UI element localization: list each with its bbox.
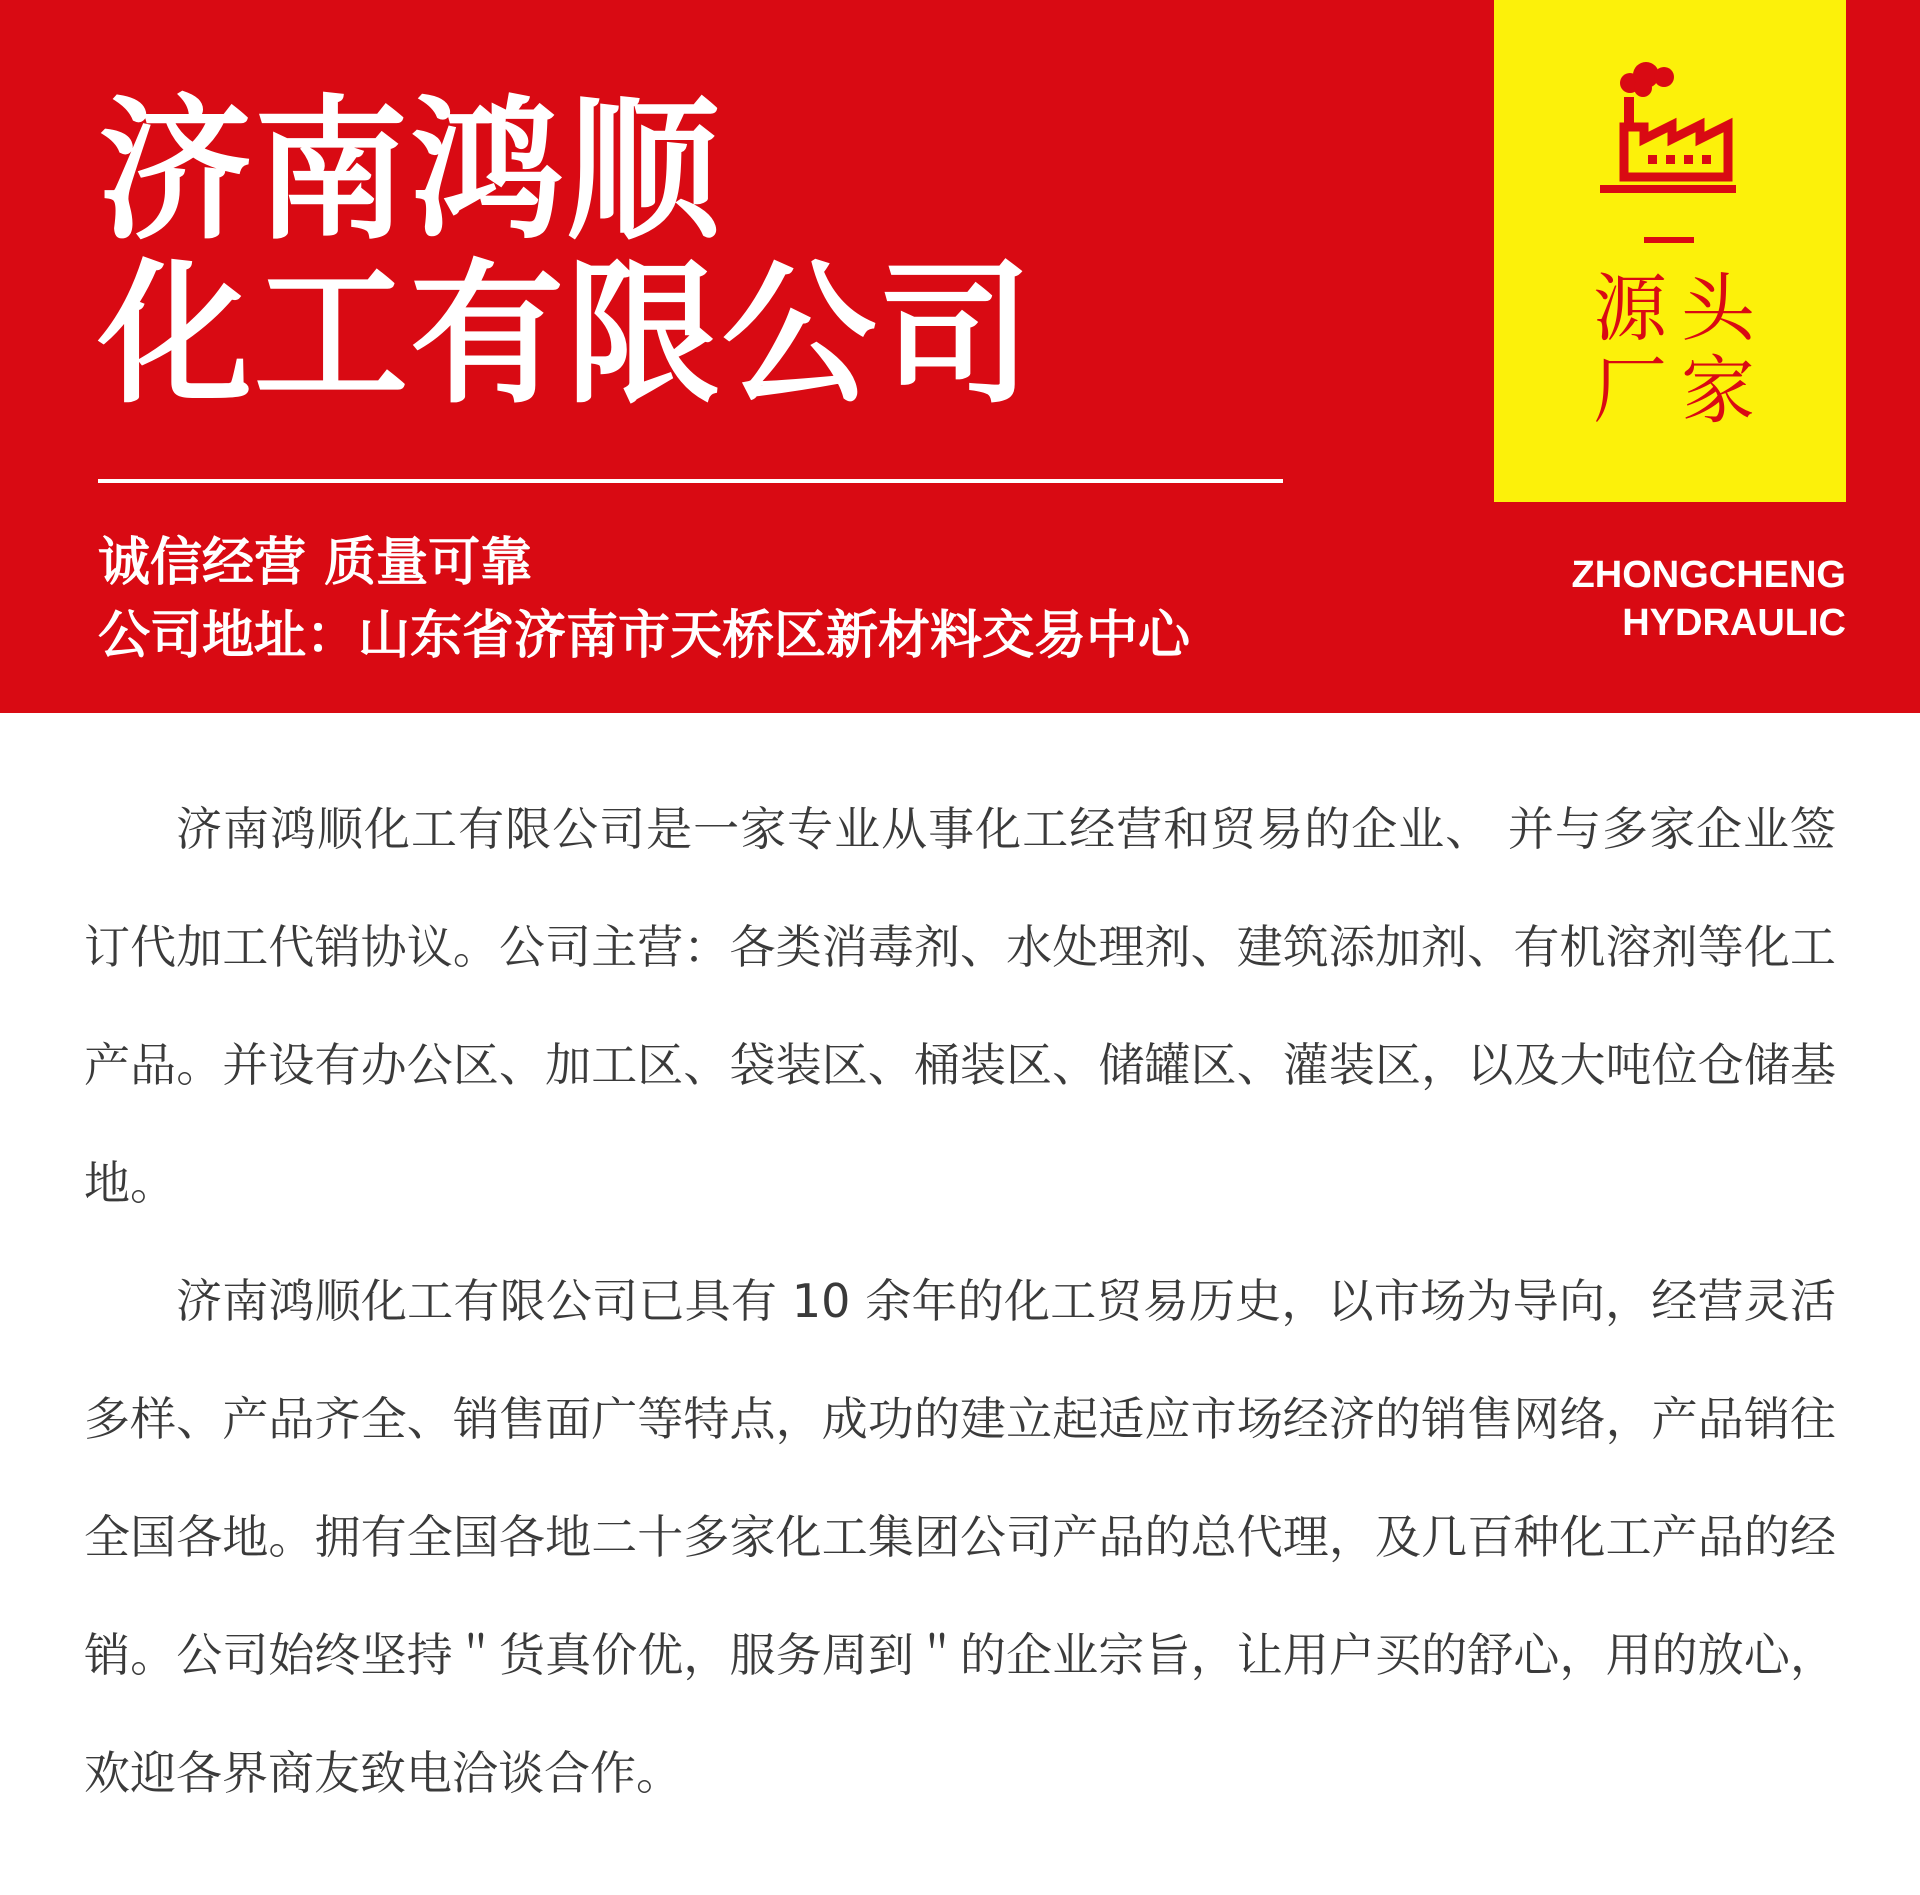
company-address: 公司地址：山东省济南市天桥区新材料交易中心 (98, 606, 1191, 666)
slogan: 诚信经营 质量可靠 (98, 533, 533, 593)
badge-dash (1644, 237, 1694, 243)
intro-paragraph-2: 济南鸿顺化工有限公司已具有 10 余年的化工贸易历史，以市场为导向，经营灵活多样、产品齐全、销售面广等特点，成功的建立起适应市场经济的销售网络，产品销往全国各地。拥有全国各地二十多家化工集团公司产品的总代理，及几百种化工产品的经销。公司始终坚持＂货真价优，服务周到＂的企业宗旨，让用户买的舒心，用的放心，欢迎各界商友致电洽谈合作。 (84, 1274, 1836, 1800)
source-factory-badge (1494, 0, 1846, 502)
badge-char: 源 (1593, 266, 1667, 352)
company-introduction (84, 770, 1836, 1832)
badge-char: 头 (1681, 266, 1755, 352)
company-title-line-2: 化工有限公司 (98, 246, 1035, 425)
company-title-line-1: 济南鸿顺 (98, 82, 723, 261)
brand-name-line-1: ZHONGCHENG (1571, 554, 1846, 596)
intro-paragraph-1: 济南鸿顺化工有限公司是一家专业从事化工经营和贸易的企业、 并与多家企业签订代加工代销协议。公司主营：各类消毒剂、水处理剂、建筑添加剂、有机溶剂等化工产品。并设有办公区、加工区、袋装区、桶装区、储罐区、灌装区，以及大吨位仓储基地。 (84, 802, 1836, 1210)
header-banner (0, 0, 1920, 713)
brand-name-line-2: HYDRAULIC (1622, 602, 1846, 644)
factory-icon (1596, 55, 1736, 195)
header-divider (98, 479, 1283, 483)
badge-char: 厂 (1593, 348, 1667, 434)
badge-text-grid (1586, 268, 1762, 432)
badge-char: 家 (1681, 348, 1755, 434)
